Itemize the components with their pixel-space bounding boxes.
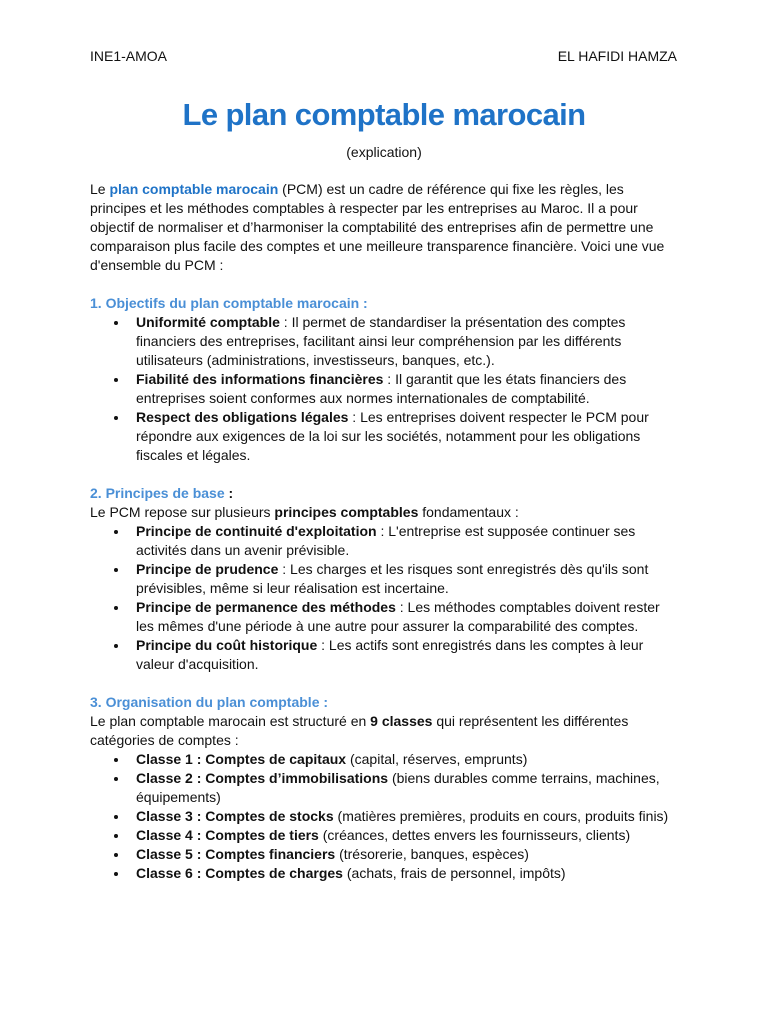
page-subtitle: (explication) [346,144,422,160]
list-item [90,598,678,636]
intro-post: (PCM) est un cadre de référence qui fixe les règles, les principes et les méthodes comptables à respecter par les entreprises au Maroc. Il a pour objectif de normaliser et d’harmoniser la comptabilité des entreprises afin de permettre une comparaison plus facile des comptes et une meilleure transparence financière. Voici une vue d'ensemble du PCM : [90,181,665,273]
section-3-heading: 3. Organisation du plan comptable : [90,694,329,710]
list-item [90,370,678,408]
spacer [90,465,678,484]
spacer [90,674,678,693]
intro-highlight: plan comptable marocain [109,181,279,197]
list-item-text: : Il permet de standardiser la présentation des comptes financiers des entreprises, facilitant ainsi leur compréhension par les différents utilisateurs (administrations, investisseurs, banques, etc.). [136,314,626,368]
section-1-list [90,313,678,465]
list-item [90,826,678,845]
list-item-text: : Il garantit que les états financiers des entreprises soient conformes aux normes internationales de comptabilité. [136,371,627,406]
list-item-term: Principe de prudence [136,561,279,577]
list-item [90,845,678,864]
list-item-text: (créances, dettes envers les fournisseurs, clients) [318,827,631,843]
list-item-text: : Les actifs sont enregistrés dans les comptes à leur valeur d'acquisition. [136,637,644,672]
list-item [90,636,678,674]
list-item [90,769,678,807]
list-item-term: Classe 5 : Comptes financiers [136,846,336,862]
list-item-term: Uniformité comptable [136,314,280,330]
list-item-text: (achats, frais de personnel, impôts) [342,865,566,881]
list-item-text: (matières premières, produits en cours, produits finis) [333,808,669,824]
header-author-name: EL HAFIDI HAMZA [557,48,677,64]
list-item [90,522,678,560]
list-item-term: Classe 6 : Comptes de charges [136,865,343,881]
list-item-text: (biens durables comme terrains, machines, équipements) [136,770,660,805]
page-title: Le plan comptable marocain [182,97,586,132]
list-item-text: : Les charges et les risques sont enregistrés dès qu'ils sont prévisibles, même si leur réalisation est incertaine. [136,561,649,596]
list-item [90,750,678,769]
document-body [90,180,678,883]
list-item-term: Classe 2 : Comptes d’immobilisations [136,770,389,786]
list-item-term: Respect des obligations légales [136,409,349,425]
section-2-intro-bold: principes comptables [274,504,419,520]
section-2-heading-text: 2. Principes de base [90,485,225,501]
list-item [90,864,678,883]
list-item [90,560,678,598]
section-3-intro-pre: Le plan comptable marocain est structuré en [90,713,371,729]
section-3-intro-bold: 9 classes [370,713,433,729]
section-2-intro [90,503,678,522]
intro-pre: Le [90,181,110,197]
list-item-term: Principe de continuité d'exploitation [136,523,377,539]
section-3-intro [90,712,678,750]
section-3-intro-post: qui représentent les différentes catégories de comptes : [90,713,629,748]
list-item [90,313,678,370]
list-item [90,807,678,826]
list-item [90,408,678,465]
header-course-code: INE1-AMOA [90,48,168,64]
section-2-intro-pre: Le PCM repose sur plusieurs [90,504,275,520]
list-item-term: Classe 3 : Comptes de stocks [136,808,334,824]
section-2-intro-post: fondamentaux : [418,504,519,520]
spacer [90,275,678,294]
section-3-list [90,750,678,883]
list-item-term: Principe de permanence des méthodes [136,599,396,615]
section-1-heading: 1. Objectifs du plan comptable marocain : [90,295,368,311]
list-item-term: Fiabilité des informations financières [136,371,384,387]
list-item-term: Classe 4 : Comptes de tiers [136,827,319,843]
section-2-heading-suffix: : [224,485,234,501]
section-2-heading [90,484,678,503]
list-item-text: : Les méthodes comptables doivent rester les mêmes d'une période à une autre pour assurer la comparabilité des comptes. [136,599,660,634]
list-item-text: : L'entreprise est supposée continuer ses activités dans un avenir prévisible. [136,523,636,558]
list-item-term: Classe 1 : Comptes de capitaux [136,751,347,767]
list-item-text: (capital, réserves, emprunts) [346,751,528,767]
list-item-text: (trésorerie, banques, espèces) [335,846,529,862]
section-2-list [90,522,678,674]
intro-paragraph [90,180,678,275]
list-item-text: : Les entreprises doivent respecter le PCM pour répondre aux exigences de la loi sur les sociétés, notamment pour les obligations fiscales et légales. [136,409,649,463]
list-item-term: Principe du coût historique [136,637,318,653]
